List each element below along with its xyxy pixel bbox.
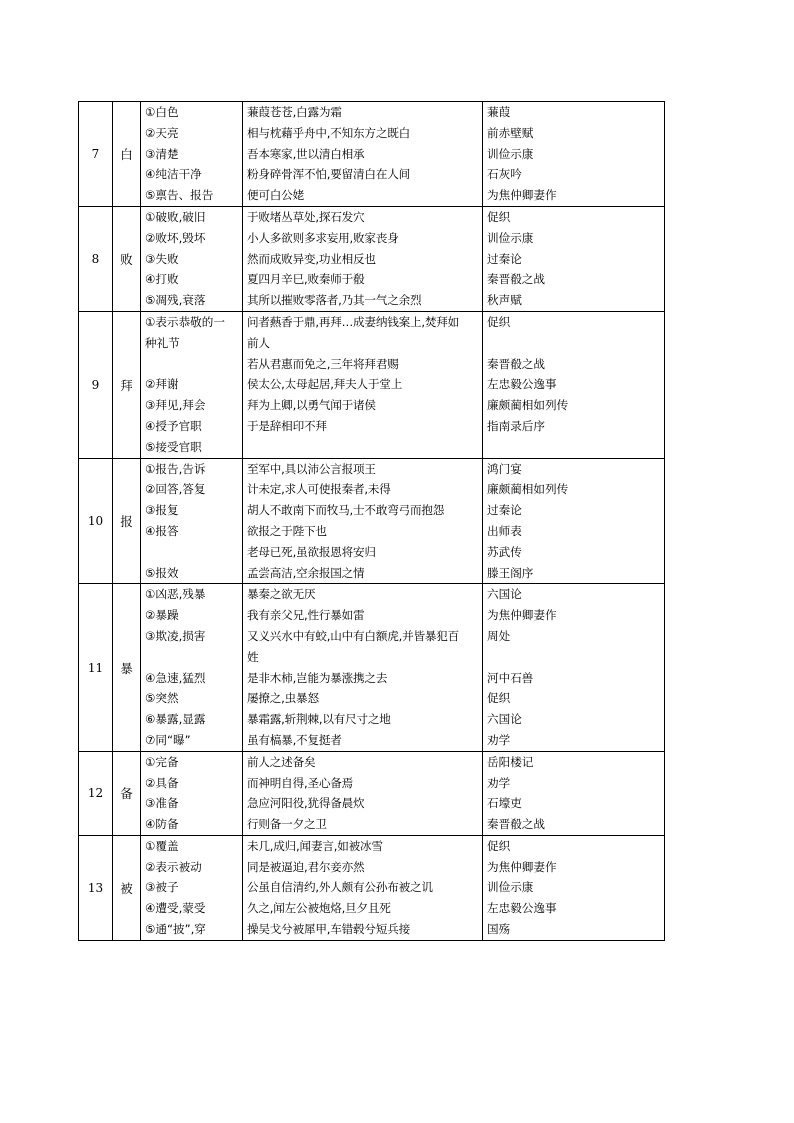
source-text: 滕王阁序	[487, 565, 534, 580]
meaning-cell	[141, 458, 243, 584]
example-text: 至军中,具以沛公言报项王	[247, 461, 376, 476]
entry-number: 12	[79, 751, 113, 835]
table-row	[79, 584, 665, 751]
example-text: 是非木柿,岂能为暴涨携之去	[247, 670, 388, 685]
source-cell	[483, 206, 665, 311]
meaning-cell	[141, 584, 243, 751]
meaning-text: ③准备	[145, 796, 179, 811]
source-text: 石灰吟	[487, 167, 522, 182]
source-text: 为焦仲卿妻作	[487, 608, 557, 623]
meaning-text: ②暴躁	[145, 608, 179, 623]
meaning-text: ②表示被动	[145, 859, 202, 874]
source-cell	[483, 751, 665, 835]
meaning-text: ⑥暴露,显露	[145, 712, 206, 727]
meaning-cell	[141, 311, 243, 458]
example-cell	[243, 102, 483, 207]
source-text: 岳阳楼记	[487, 754, 534, 769]
meaning-text: ③清楚	[145, 146, 179, 161]
table-row	[79, 311, 665, 458]
meaning-text: ③拜见,拜会	[145, 398, 206, 413]
example-text: 又义兴水中有蛟,山中有白额虎,并皆暴犯百	[247, 628, 460, 643]
example-text: 未几,成归,闻妻言,如被冰雪	[247, 838, 383, 853]
meaning-text: ②败坏,毁坏	[145, 230, 206, 245]
meaning-text: ③欺凌,损害	[145, 628, 206, 643]
meaning-text: ⑤凋残,衰落	[145, 293, 206, 308]
source-text: 蒹葭	[487, 105, 511, 119]
example-text: 公虽自信清约,外人颇有公孙布被之讥	[247, 880, 433, 895]
example-text: 屡撩之,虫暴怒	[247, 691, 319, 706]
source-text: 周处	[487, 628, 511, 643]
example-text: 问者爇香于鼎,再拜…成妻纳钱案上,焚拜如	[247, 314, 460, 329]
example-text: 其所以摧败零落者,乃其一气之余烈	[247, 293, 422, 308]
table-row	[79, 751, 665, 835]
source-text: 过秦论	[487, 251, 522, 266]
example-cell	[243, 751, 483, 835]
entry-number: 13	[79, 835, 113, 940]
meaning-text: 种礼节	[145, 335, 180, 350]
source-text: 训俭示康	[487, 880, 534, 895]
source-text	[483, 437, 664, 458]
source-text: 六国论	[487, 587, 522, 602]
entry-character: 被	[113, 835, 141, 940]
vocabulary-table	[78, 101, 665, 941]
source-text: 为焦仲卿妻作	[487, 188, 557, 203]
example-text: 小人多欲则多求妄用,败家丧身	[247, 230, 399, 245]
example-text: 胡人不敢南下而牧马,士不敢弯弓而抱怨	[247, 503, 445, 518]
meaning-text: ④遭受,蒙受	[145, 901, 206, 916]
source-text	[483, 333, 664, 354]
source-text: 促织	[487, 314, 511, 329]
example-text: 前人之述备矣	[247, 754, 316, 769]
meaning-text	[141, 647, 242, 668]
meaning-text: ④纯洁干净	[145, 167, 202, 182]
example-text: 行则备一夕之卫	[247, 817, 327, 832]
example-text: 于是辞相印不拜	[247, 418, 327, 433]
entry-character: 备	[113, 751, 141, 835]
entry-number: 10	[79, 458, 113, 584]
meaning-cell	[141, 102, 243, 207]
meaning-text: ④急速,猛烈	[145, 670, 206, 685]
meaning-text: ①白色	[145, 105, 179, 119]
meaning-text: ①表示恭敬的一	[145, 314, 225, 329]
example-text: 于败堵丛草处,探石发穴	[247, 209, 365, 224]
example-text: 老母已死,虽欲报恩将安归	[247, 544, 376, 559]
source-text: 过秦论	[487, 503, 522, 518]
source-text: 前赤壁赋	[487, 125, 534, 140]
table-row	[79, 458, 665, 584]
source-text: 河中石兽	[487, 670, 534, 685]
entry-character: 白	[113, 102, 141, 207]
example-text: 拜为上卿,以勇气闻于诸侯	[247, 398, 376, 413]
example-cell	[243, 458, 483, 584]
example-text: 然而成败异变,功业相反也	[247, 251, 376, 266]
example-text: 计未定,求人可使报秦者,未得	[247, 482, 391, 497]
meaning-cell	[141, 835, 243, 940]
meaning-text	[141, 354, 242, 375]
entry-number: 7	[79, 102, 113, 207]
example-text: 姓	[247, 649, 259, 664]
example-text: 急应河阳役,犹得备晨炊	[247, 796, 365, 811]
source-text: 训俭示康	[487, 230, 534, 245]
example-cell	[243, 835, 483, 940]
source-text: 六国论	[487, 712, 522, 727]
meaning-text: ①报告,告诉	[145, 461, 206, 476]
meaning-text: ④报答	[145, 523, 179, 538]
table-row	[79, 835, 665, 940]
meaning-cell	[141, 206, 243, 311]
example-text: 若从君惠而免之,三年将拜君赐	[247, 356, 399, 371]
meaning-text: ③失败	[145, 251, 179, 266]
source-cell	[483, 835, 665, 940]
source-text: 国殇	[487, 922, 511, 937]
entry-character: 暴	[113, 584, 141, 751]
entry-number: 11	[79, 584, 113, 751]
example-text: 便可白公姥	[247, 188, 304, 203]
source-text: 训俭示康	[487, 146, 534, 161]
meaning-text: ⑤突然	[145, 691, 179, 706]
meaning-text: ④打败	[145, 272, 179, 287]
source-text: 劝学	[487, 775, 511, 790]
meaning-text: ③被子	[145, 880, 179, 895]
example-text: 吾本寒家,世以清白相承	[247, 146, 365, 161]
example-text: 前人	[247, 335, 270, 350]
source-cell	[483, 584, 665, 751]
source-text: 秦晋殽之战	[487, 356, 545, 371]
example-text: 而神明自得,圣心备焉	[247, 775, 354, 790]
meaning-text: ⑤接受官职	[145, 439, 202, 454]
meaning-text: ②具备	[145, 775, 179, 790]
source-text: 促织	[487, 838, 511, 853]
source-text: 出师表	[487, 523, 522, 538]
source-text: 石壕吏	[487, 796, 522, 811]
example-text: 相与枕藉乎舟中,不知东方之既白	[247, 125, 410, 140]
table-row	[79, 206, 665, 311]
meaning-text: ③报复	[145, 503, 179, 518]
meaning-text: ④授予官职	[145, 418, 202, 433]
entry-character: 拜	[113, 311, 141, 458]
meaning-text: ④防备	[145, 817, 179, 832]
meaning-text: ①破败,破旧	[145, 209, 206, 224]
meaning-text: ②回答,答复	[145, 482, 206, 497]
example-text: 我有亲父兄,性行暴如雷	[247, 608, 365, 623]
table-row	[79, 102, 665, 207]
source-text: 廉颇蔺相如列传	[487, 482, 569, 497]
source-text: 促织	[487, 209, 511, 224]
example-text: 欲报之于陛下也	[247, 523, 327, 538]
meaning-text: ①凶恶,残暴	[145, 587, 206, 602]
source-text: 左忠毅公逸事	[487, 901, 557, 916]
entry-number: 8	[79, 206, 113, 311]
example-cell	[243, 206, 483, 311]
meaning-text: ②拜谢	[145, 377, 179, 392]
source-text: 廉颇蔺相如列传	[487, 398, 569, 413]
meaning-text	[141, 542, 242, 563]
source-cell	[483, 311, 665, 458]
source-text: 秋声赋	[487, 293, 522, 308]
source-text: 秦晋殽之战	[487, 817, 545, 832]
source-text: 促织	[487, 691, 511, 706]
source-text: 指南录后序	[487, 418, 545, 433]
source-cell	[483, 458, 665, 584]
example-text: 侯太公,太母起居,拜夫人于堂上	[247, 377, 403, 392]
example-text: 虽有槁暴,不复挺者	[247, 732, 342, 747]
example-text: 粉身碎骨浑不怕,要留清白在人间	[247, 167, 410, 182]
example-cell	[243, 311, 483, 458]
entry-character: 报	[113, 458, 141, 584]
meaning-text: ①完备	[145, 754, 179, 769]
meaning-cell	[141, 751, 243, 835]
meaning-text: ①覆盖	[145, 838, 179, 853]
meaning-text: ⑤通“披”,穿	[145, 922, 206, 937]
example-text: 夏四月辛巳,败秦师于殽	[247, 272, 365, 287]
meaning-text: ②天亮	[145, 125, 179, 140]
example-text: 蒹葭苍苍,白露为霜	[247, 105, 342, 119]
meaning-text: ⑤报效	[145, 565, 179, 580]
source-text: 秦晋殽之战	[487, 272, 545, 287]
source-text: 鸿门宴	[487, 461, 522, 476]
example-text: 暴霜露,斩荆棘,以有尺寸之地	[247, 712, 391, 727]
table-body	[79, 102, 665, 941]
source-cell	[483, 102, 665, 207]
source-text: 为焦仲卿妻作	[487, 859, 557, 874]
entry-character: 败	[113, 206, 141, 311]
source-text: 劝学	[487, 732, 511, 747]
source-text	[483, 647, 664, 668]
source-text: 苏武传	[487, 544, 522, 559]
example-text: 暴秦之欲无厌	[247, 587, 316, 602]
example-text: 孟尝高洁,空余报国之情	[247, 565, 365, 580]
meaning-text: ⑦同“曝”	[145, 732, 191, 747]
example-cell	[243, 584, 483, 751]
source-text: 左忠毅公逸事	[487, 377, 557, 392]
example-text: 同是被逼迫,君尔妾亦然	[247, 859, 365, 874]
example-text: 操吴戈兮被犀甲,车错毂兮短兵接	[247, 922, 410, 937]
meaning-text: ⑤禀告、报告	[145, 188, 214, 203]
example-text: 久之,闻左公被炮烙,旦夕且死	[247, 901, 391, 916]
entry-number: 9	[79, 311, 113, 458]
example-text	[243, 437, 482, 458]
